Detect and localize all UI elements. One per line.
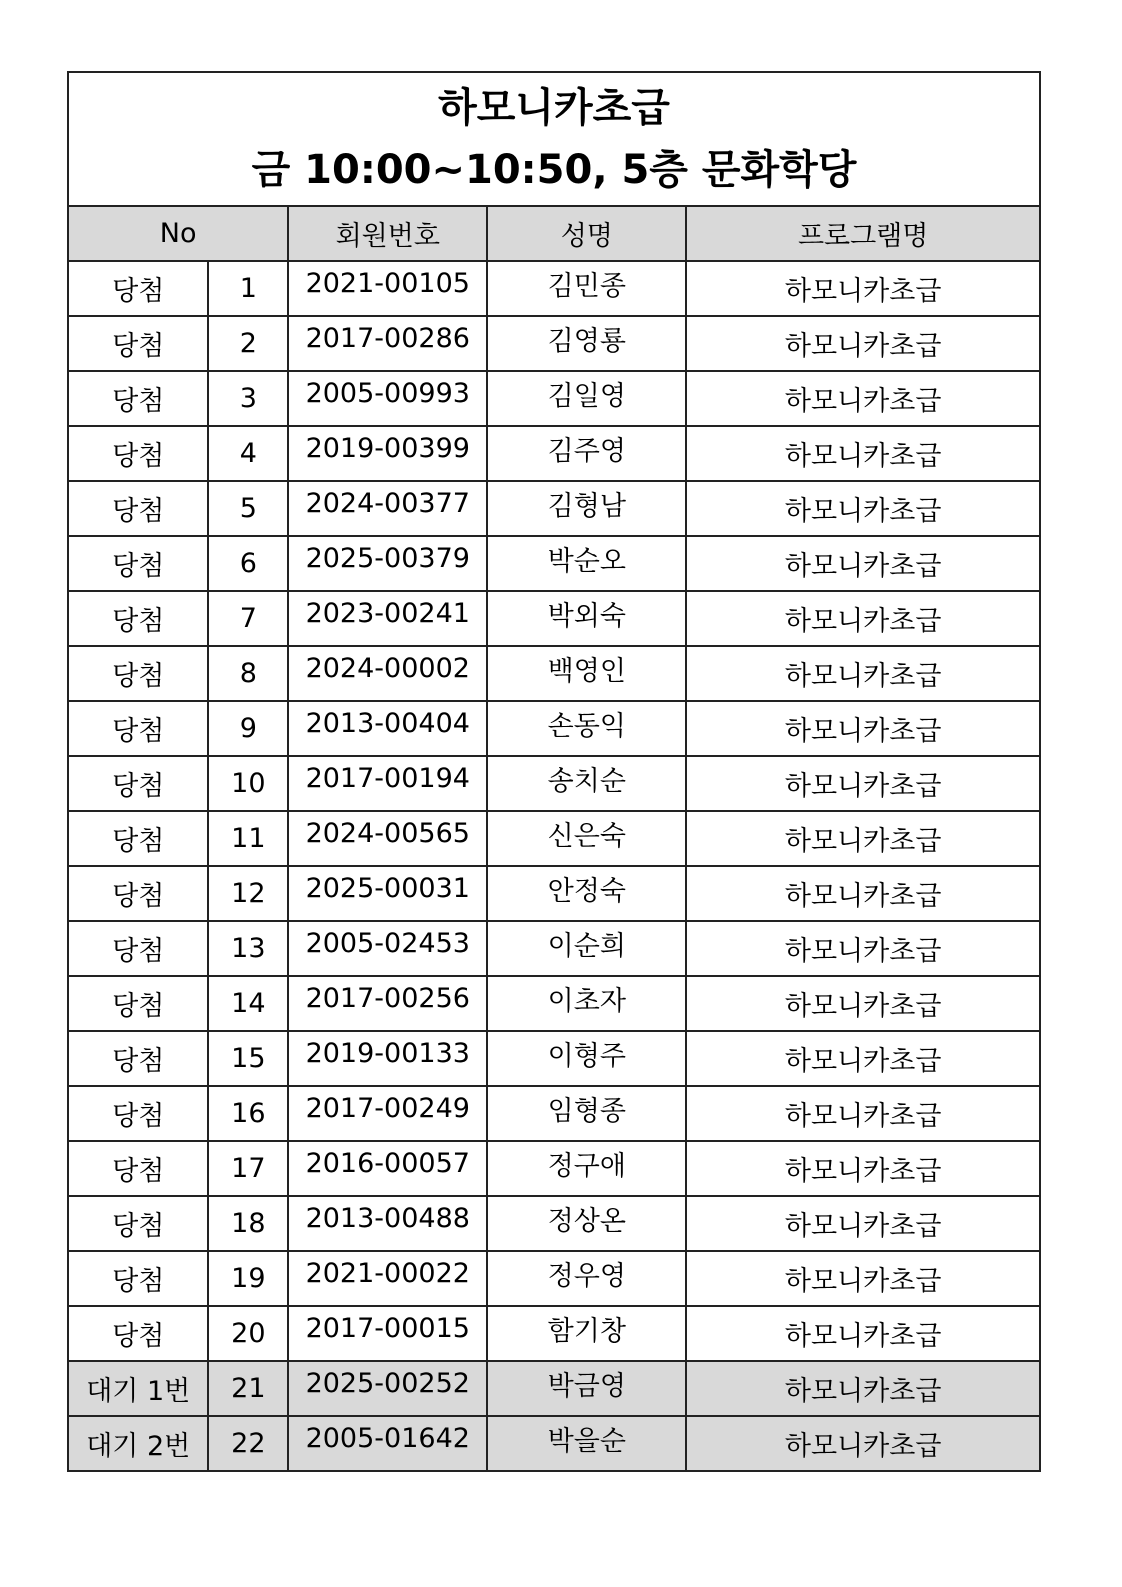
person-name-text: 정우영 xyxy=(547,1261,626,1292)
person-name-text: 김주영 xyxy=(547,436,626,467)
member-number-text: 2024-00002 xyxy=(305,653,470,684)
person-name-cell xyxy=(487,591,686,646)
status-cell xyxy=(68,1251,208,1306)
program-cell xyxy=(686,1306,1040,1361)
person-name-text: 손동익 xyxy=(547,711,626,742)
status-cell xyxy=(68,811,208,866)
class-title: 하모니카초급 xyxy=(438,85,670,131)
number-text: 17 xyxy=(231,1153,266,1184)
program-text: 하모니카초급 xyxy=(784,1046,942,1077)
person-name-text: 김일영 xyxy=(547,381,626,412)
status-text: 대기 2번 xyxy=(86,1431,191,1462)
member-number-cell xyxy=(288,811,487,866)
number-cell xyxy=(208,646,288,701)
member-number-text: 2013-00488 xyxy=(305,1203,470,1234)
header-member-number: 회원번호 xyxy=(288,206,487,261)
member-number-cell xyxy=(288,866,487,921)
number-cell xyxy=(208,426,288,481)
table-row xyxy=(68,701,1040,756)
program-cell xyxy=(686,536,1040,591)
number-cell xyxy=(208,316,288,371)
person-name-cell xyxy=(487,426,686,481)
table-row xyxy=(68,481,1040,536)
number-cell xyxy=(208,866,288,921)
table-row xyxy=(68,261,1040,316)
number-text: 10 xyxy=(231,768,266,799)
member-number-cell xyxy=(288,591,487,646)
status-cell xyxy=(68,316,208,371)
number-text: 13 xyxy=(231,933,266,964)
program-text: 하모니카초급 xyxy=(784,716,942,747)
member-number-text: 2017-00256 xyxy=(305,983,470,1014)
table-row xyxy=(68,1141,1040,1196)
program-cell xyxy=(686,701,1040,756)
number-cell xyxy=(208,591,288,646)
table-row xyxy=(68,1361,1040,1416)
program-text: 하모니카초급 xyxy=(784,1376,942,1407)
status-text: 당첨 xyxy=(112,331,165,362)
program-text: 하모니카초급 xyxy=(784,771,942,802)
member-number-text: 2017-00194 xyxy=(305,763,470,794)
program-text: 하모니카초급 xyxy=(784,551,942,582)
person-name-cell xyxy=(487,316,686,371)
number-cell xyxy=(208,811,288,866)
table-row xyxy=(68,426,1040,481)
program-cell xyxy=(686,1086,1040,1141)
class-schedule: 금 10:00~10:50, 5층 문화학당 xyxy=(251,147,857,193)
status-cell xyxy=(68,1196,208,1251)
program-cell xyxy=(686,1361,1040,1416)
person-name-text: 김민종 xyxy=(547,271,626,302)
number-text: 14 xyxy=(231,988,266,1019)
member-number-cell xyxy=(288,536,487,591)
table-header-row xyxy=(68,206,1040,261)
person-name-text: 임형종 xyxy=(547,1096,626,1127)
member-number-text: 2005-01642 xyxy=(305,1423,470,1454)
member-number-cell xyxy=(288,1141,487,1196)
person-name-cell xyxy=(487,701,686,756)
person-name-cell xyxy=(487,1196,686,1251)
program-text: 하모니카초급 xyxy=(784,1156,942,1187)
status-text: 당첨 xyxy=(112,716,165,747)
program-cell xyxy=(686,316,1040,371)
person-name-text: 김영룡 xyxy=(547,326,626,357)
table-row xyxy=(68,921,1040,976)
program-text: 하모니카초급 xyxy=(784,386,942,417)
member-number-text: 2013-00404 xyxy=(305,708,470,739)
table-row xyxy=(68,1306,1040,1361)
status-cell xyxy=(68,756,208,811)
status-text: 당첨 xyxy=(112,441,165,472)
program-cell xyxy=(686,1031,1040,1086)
lottery-result-sheet xyxy=(67,71,1041,1472)
status-cell xyxy=(68,1031,208,1086)
table-row xyxy=(68,591,1040,646)
status-text: 당첨 xyxy=(112,881,165,912)
program-cell xyxy=(686,426,1040,481)
program-cell xyxy=(686,866,1040,921)
number-cell xyxy=(208,481,288,536)
person-name-cell xyxy=(487,866,686,921)
status-text: 당첨 xyxy=(112,1156,165,1187)
number-cell xyxy=(208,1031,288,1086)
number-text: 8 xyxy=(239,658,257,689)
program-text: 하모니카초급 xyxy=(784,1321,942,1352)
status-text: 당첨 xyxy=(112,276,165,307)
person-name-cell xyxy=(487,1141,686,1196)
program-text: 하모니카초급 xyxy=(784,661,942,692)
person-name-text: 박순오 xyxy=(547,546,626,577)
program-cell xyxy=(686,921,1040,976)
status-text: 당첨 xyxy=(112,771,165,802)
member-number-text: 2005-00993 xyxy=(305,378,470,409)
person-name-text: 박외숙 xyxy=(547,601,626,632)
table-row xyxy=(68,1031,1040,1086)
table-row xyxy=(68,1251,1040,1306)
person-name-cell xyxy=(487,1306,686,1361)
person-name-text: 송치순 xyxy=(547,766,626,797)
number-text: 11 xyxy=(231,823,266,854)
member-number-cell xyxy=(288,701,487,756)
program-cell xyxy=(686,261,1040,316)
number-text: 7 xyxy=(239,603,257,634)
number-cell xyxy=(208,1416,288,1471)
number-cell xyxy=(208,261,288,316)
program-cell xyxy=(686,591,1040,646)
member-number-cell xyxy=(288,1361,487,1416)
header-name: 성명 xyxy=(487,206,686,261)
member-number-text: 2017-00015 xyxy=(305,1313,470,1344)
member-number-text: 2025-00379 xyxy=(305,543,470,574)
status-text: 당첨 xyxy=(112,386,165,417)
program-text: 하모니카초급 xyxy=(784,1431,942,1462)
status-text: 당첨 xyxy=(112,551,165,582)
number-text: 3 xyxy=(239,383,257,414)
status-cell xyxy=(68,426,208,481)
status-cell xyxy=(68,1361,208,1416)
person-name-text: 박을순 xyxy=(547,1426,626,1457)
person-name-cell xyxy=(487,261,686,316)
member-number-text: 2019-00133 xyxy=(305,1038,470,1069)
program-cell xyxy=(686,481,1040,536)
program-cell xyxy=(686,976,1040,1031)
program-text: 하모니카초급 xyxy=(784,276,942,307)
program-cell xyxy=(686,1196,1040,1251)
program-text: 하모니카초급 xyxy=(784,881,942,912)
status-cell xyxy=(68,1416,208,1471)
number-cell xyxy=(208,756,288,811)
number-cell xyxy=(208,1361,288,1416)
table-row xyxy=(68,316,1040,371)
person-name-cell xyxy=(487,811,686,866)
member-number-cell xyxy=(288,976,487,1031)
number-cell xyxy=(208,1306,288,1361)
status-cell xyxy=(68,1086,208,1141)
number-text: 1 xyxy=(239,273,257,304)
document-title xyxy=(68,72,1040,206)
table-row xyxy=(68,1086,1040,1141)
number-text: 4 xyxy=(239,438,257,469)
status-text: 당첨 xyxy=(112,1211,165,1242)
number-cell xyxy=(208,1141,288,1196)
number-cell xyxy=(208,701,288,756)
person-name-cell xyxy=(487,1361,686,1416)
program-text: 하모니카초급 xyxy=(784,1266,942,1297)
person-name-text: 이형주 xyxy=(547,1041,626,1072)
table-row xyxy=(68,811,1040,866)
person-name-text: 정구애 xyxy=(547,1151,626,1182)
status-cell xyxy=(68,591,208,646)
program-cell xyxy=(686,1416,1040,1471)
number-text: 21 xyxy=(231,1373,266,1404)
person-name-text: 함기창 xyxy=(547,1316,626,1347)
member-number-cell xyxy=(288,646,487,701)
person-name-text: 안정숙 xyxy=(547,876,626,907)
table-row xyxy=(68,371,1040,426)
table-row xyxy=(68,976,1040,1031)
member-number-cell xyxy=(288,426,487,481)
person-name-cell xyxy=(487,481,686,536)
program-cell xyxy=(686,811,1040,866)
program-text: 하모니카초급 xyxy=(784,991,942,1022)
status-cell xyxy=(68,1141,208,1196)
number-cell xyxy=(208,536,288,591)
number-text: 2 xyxy=(239,328,257,359)
status-text: 당첨 xyxy=(112,1266,165,1297)
program-cell xyxy=(686,646,1040,701)
program-cell xyxy=(686,371,1040,426)
member-number-cell xyxy=(288,371,487,426)
member-number-cell xyxy=(288,921,487,976)
table-body xyxy=(68,261,1040,1471)
member-number-cell xyxy=(288,261,487,316)
number-text: 5 xyxy=(239,493,257,524)
lottery-result-table xyxy=(67,71,1041,1472)
person-name-text: 이순희 xyxy=(547,931,626,962)
status-text: 당첨 xyxy=(112,496,165,527)
person-name-cell xyxy=(487,1031,686,1086)
status-cell xyxy=(68,976,208,1031)
number-text: 22 xyxy=(231,1428,266,1459)
status-cell xyxy=(68,921,208,976)
person-name-text: 박금영 xyxy=(547,1371,626,1402)
program-text: 하모니카초급 xyxy=(784,1101,942,1132)
number-cell xyxy=(208,1086,288,1141)
program-text: 하모니카초급 xyxy=(784,331,942,362)
number-text: 18 xyxy=(231,1208,266,1239)
member-number-text: 2017-00286 xyxy=(305,323,470,354)
number-text: 15 xyxy=(231,1043,266,1074)
number-text: 9 xyxy=(239,713,257,744)
person-name-cell xyxy=(487,536,686,591)
program-text: 하모니카초급 xyxy=(784,496,942,527)
header-no: No xyxy=(68,206,288,261)
member-number-text: 2016-00057 xyxy=(305,1148,470,1179)
person-name-cell xyxy=(487,921,686,976)
program-text: 하모니카초급 xyxy=(784,826,942,857)
person-name-text: 신은숙 xyxy=(547,821,626,852)
status-text: 당첨 xyxy=(112,661,165,692)
table-row xyxy=(68,536,1040,591)
person-name-cell xyxy=(487,1086,686,1141)
status-cell xyxy=(68,866,208,921)
person-name-cell xyxy=(487,371,686,426)
number-text: 6 xyxy=(239,548,257,579)
program-cell xyxy=(686,756,1040,811)
program-text: 하모니카초급 xyxy=(784,606,942,637)
table-row xyxy=(68,1196,1040,1251)
status-cell xyxy=(68,371,208,426)
program-cell xyxy=(686,1141,1040,1196)
member-number-text: 2021-00105 xyxy=(305,268,470,299)
member-number-cell xyxy=(288,481,487,536)
header-program: 프로그램명 xyxy=(686,206,1040,261)
status-cell xyxy=(68,1306,208,1361)
status-text: 당첨 xyxy=(112,1321,165,1352)
member-number-cell xyxy=(288,316,487,371)
number-cell xyxy=(208,371,288,426)
status-text: 당첨 xyxy=(112,936,165,967)
status-text: 당첨 xyxy=(112,606,165,637)
number-cell xyxy=(208,921,288,976)
person-name-text: 정상온 xyxy=(547,1206,626,1237)
program-cell xyxy=(686,1251,1040,1306)
program-text: 하모니카초급 xyxy=(784,441,942,472)
program-text: 하모니카초급 xyxy=(784,1211,942,1242)
member-number-cell xyxy=(288,1196,487,1251)
person-name-cell xyxy=(487,976,686,1031)
person-name-text: 김형남 xyxy=(547,491,626,522)
number-cell xyxy=(208,1251,288,1306)
status-text: 당첨 xyxy=(112,991,165,1022)
title-row xyxy=(68,72,1040,206)
member-number-cell xyxy=(288,1306,487,1361)
status-text: 당첨 xyxy=(112,826,165,857)
member-number-text: 2019-00399 xyxy=(305,433,470,464)
member-number-text: 2025-00031 xyxy=(305,873,470,904)
member-number-text: 2005-02453 xyxy=(305,928,470,959)
status-cell xyxy=(68,261,208,316)
member-number-cell xyxy=(288,1031,487,1086)
member-number-cell xyxy=(288,1416,487,1471)
status-text: 당첨 xyxy=(112,1046,165,1077)
member-number-text: 2025-00252 xyxy=(305,1368,470,1399)
table-row xyxy=(68,1416,1040,1471)
table-row xyxy=(68,866,1040,921)
member-number-text: 2017-00249 xyxy=(305,1093,470,1124)
number-cell xyxy=(208,976,288,1031)
member-number-text: 2023-00241 xyxy=(305,598,470,629)
status-text: 당첨 xyxy=(112,1101,165,1132)
status-cell xyxy=(68,536,208,591)
member-number-text: 2024-00377 xyxy=(305,488,470,519)
status-cell xyxy=(68,481,208,536)
status-text: 대기 1번 xyxy=(86,1376,191,1407)
member-number-text: 2021-00022 xyxy=(305,1258,470,1289)
number-text: 19 xyxy=(231,1263,266,1294)
member-number-cell xyxy=(288,1086,487,1141)
member-number-cell xyxy=(288,756,487,811)
number-cell xyxy=(208,1196,288,1251)
status-cell xyxy=(68,646,208,701)
person-name-cell xyxy=(487,1416,686,1471)
number-text: 12 xyxy=(231,878,266,909)
program-text: 하모니카초급 xyxy=(784,936,942,967)
person-name-cell xyxy=(487,756,686,811)
person-name-text: 백영인 xyxy=(547,656,626,687)
person-name-text: 이초자 xyxy=(547,986,626,1017)
status-cell xyxy=(68,701,208,756)
table-row xyxy=(68,756,1040,811)
number-text: 16 xyxy=(231,1098,266,1129)
number-text: 20 xyxy=(231,1318,266,1349)
member-number-text: 2024-00565 xyxy=(305,818,470,849)
person-name-cell xyxy=(487,1251,686,1306)
person-name-cell xyxy=(487,646,686,701)
table-row xyxy=(68,646,1040,701)
member-number-cell xyxy=(288,1251,487,1306)
